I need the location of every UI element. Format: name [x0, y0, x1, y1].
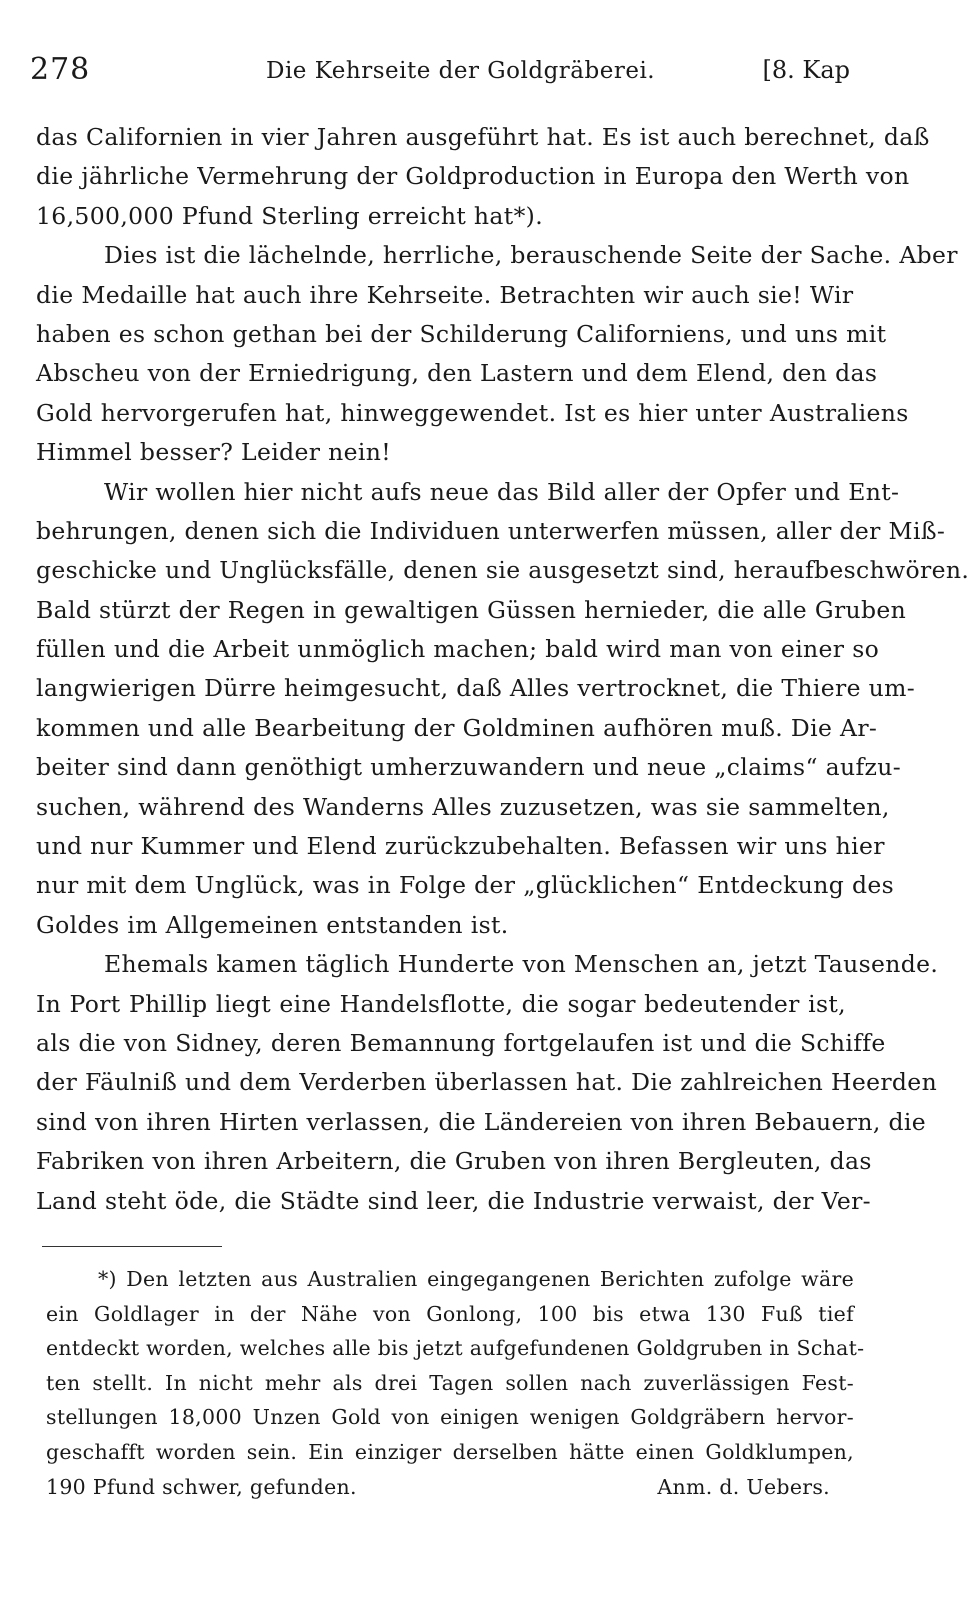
text-line: In Port Phillip liegt eine Handelsflotte, die sogar bedeutender ist,	[36, 989, 846, 1018]
text-line: die jährliche Vermehrung der Goldproduction in Europa den Werth von	[36, 162, 910, 191]
text-line: nur mit dem Unglück, was in Folge der „glücklichen“ Entdeckung des	[36, 871, 895, 900]
footnote-line: stellungen 18,000 Unzen Gold von einigen wenigen Goldgräbern hervor-	[46, 1405, 854, 1430]
text-line: suchen, während des Wanderns Alles zuzusetzen, was sie sammelten,	[36, 792, 890, 821]
footnote-line: ein Goldlager in der Nähe von Gonlong, 100 bis etwa 130 Fuß tief	[46, 1301, 854, 1326]
text-line: Gold hervorgerufen hat, hinweggewendet. Ist es hier unter Australiens	[36, 398, 909, 427]
text-line: der Fäulniß und dem Verderben überlassen hat. Die zahlreichen Heerden	[36, 1068, 938, 1097]
footnote-last-line	[46, 1470, 854, 1505]
text-line: Wir wollen hier nicht aufs neue das Bild aller der Opfer und Ent-	[104, 477, 900, 506]
running-title: Die Kehrseite der Goldgräberei.	[266, 58, 656, 84]
chapter-reference: [8. Kap	[762, 56, 850, 84]
text-line: Land steht öde, die Städte sind leer, die Industrie verwaist, der Ver-	[36, 1186, 871, 1215]
text-line: Dies ist die lächelnde, herrliche, berauschende Seite der Sache. Aber	[104, 241, 958, 270]
text-line: beiter sind dann genöthigt umherzuwandern und neue „claims“ aufzu-	[36, 753, 902, 782]
footnote-line: geschafft worden sein. Ein einziger derselben hätte einen Goldklumpen,	[46, 1439, 854, 1464]
footnote-line: entdeckt worden, welches alle bis jetzt aufgefundenen Goldgruben in Schat-	[46, 1336, 865, 1361]
text-line: Fabriken von ihren Arbeitern, die Gruben von ihren Bergleuten, das	[36, 1147, 872, 1176]
text-line: Himmel besser? Leider nein!	[36, 438, 392, 467]
footnote-line: ten stellt. In nicht mehr als drei Tagen sollen nach zuverlässigen Fest-	[46, 1370, 854, 1395]
footnote-line: 190 Pfund schwer, gefunden.	[46, 1474, 357, 1499]
text-line: Abscheu von der Erniedrigung, den Lastern und dem Elend, den das	[36, 359, 878, 388]
page-number: 278	[30, 52, 91, 87]
text-line: Bald stürzt der Regen in gewaltigen Güssen hernieder, die alle Gruben	[36, 595, 907, 624]
footnote	[46, 1262, 865, 1504]
translator-note: Anm. d. Uebers.	[657, 1474, 830, 1499]
text-line: Ehemals kamen täglich Hunderte von Menschen an, jetzt Tausende.	[104, 950, 939, 979]
text-line: füllen und die Arbeit unmöglich machen; bald wird man von einer so	[36, 635, 880, 664]
text-line: 16,500,000 Pfund Sterling erreicht hat*).	[36, 201, 544, 230]
text-line: behrungen, denen sich die Individuen unterwerfen müssen, aller der Miß-	[36, 516, 946, 545]
page-header	[30, 52, 850, 96]
text-line: die Medaille hat auch ihre Kehrseite. Betrachten wir auch sie! Wir	[36, 280, 854, 309]
text-line: sind von ihren Hirten verlassen, die Ländereien von ihren Bebauern, die	[36, 1107, 927, 1136]
text-line: kommen und alle Bearbeitung der Goldminen aufhören muß. Die Ar-	[36, 713, 878, 742]
footnote-divider	[42, 1246, 222, 1247]
text-line: als die von Sidney, deren Bemannung fortgelaufen ist und die Schiffe	[36, 1028, 886, 1057]
text-line: haben es schon gethan bei der Schilderung Californiens, und uns mit	[36, 319, 887, 348]
text-line: langwierigen Dürre heimgesucht, daß Alles vertrocknet, die Thiere um-	[36, 674, 916, 703]
text-line: geschicke und Unglücksfälle, denen sie ausgesetzt sind, heraufbeschwören.	[36, 556, 969, 585]
text-line: Goldes im Allgemeinen entstanden ist.	[36, 910, 509, 939]
text-line: und nur Kummer und Elend zurückzubehalten. Befassen wir uns hier	[36, 832, 885, 861]
text-line: das Californien in vier Jahren ausgeführt hat. Es ist auch berechnet, daß	[36, 123, 930, 151]
main-text	[36, 118, 969, 1221]
footnote-line: *) Den letzten aus Australien eingegangenen Berichten zufolge wäre	[98, 1267, 854, 1291]
